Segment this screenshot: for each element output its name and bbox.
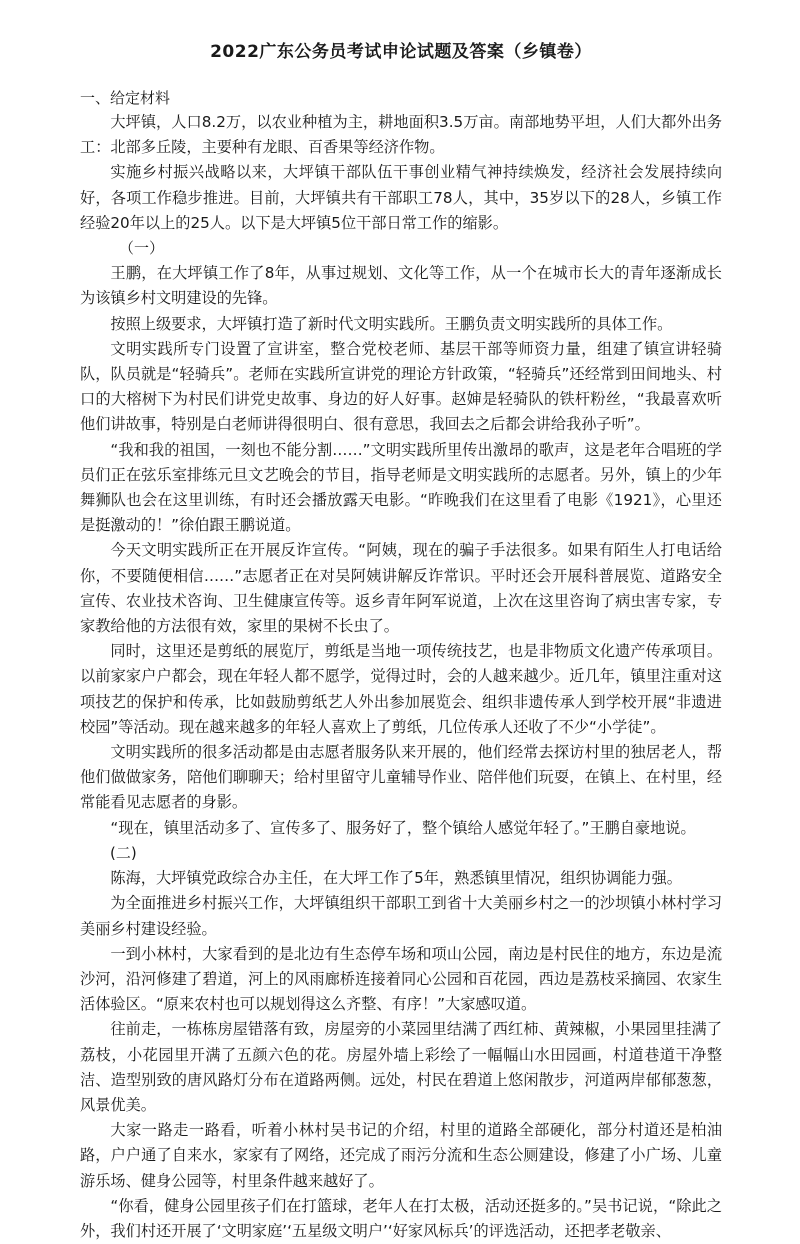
part-two-heading: (二) [110,843,137,862]
part-one-heading: （一） [119,239,165,258]
paragraph: 文明实践所的很多活动都是由志愿者服务队来开展的，他们经常去探访村里的独居老人，帮他们做做家务，陪他们聊聊天；给村里留守儿童辅导作业、陪伴他们玩耍，在镇上、在村里，经常能看见志愿者的身影。 [80,743,722,812]
paragraph: 陈海，大坪镇党政综合办主任，在大坪工作了5年，熟悉镇里情况，组织协调能力强。 [110,869,682,888]
paragraph: 王鹏，在大坪镇工作了8年，从事过规划、文化等工作，从一个在城市长大的青年逐渐成长为该镇乡村文明建设的先锋。 [80,264,722,308]
document-title: 2022广东公务员考试申论试题及答案（乡镇卷） [210,42,592,62]
paragraph: 今天文明实践所正在开展反诈宣传。“阿姨，现在的骗子手法很多。如果有陌生人打电话给你，不要随便相信……”志愿者正在对吴阿姨讲解反诈常识。平时还会开展科普展览、道路安全宣传、农业技术咨询、卫生健康宣传等。返乡青年阿军说道，上次在这里咨询了病虫害专家，专家教给他的方法很有效，家里的果树不长虫了。 [80,541,722,636]
paragraph: 同时，这里还是剪纸的展览厅，剪纸是当地一项传统技艺，也是非物质文化遗产传承项目。以前家家户户都会，现在年轻人都不愿学，觉得过时，会的人越来越少。近几年，镇里注重对这项技艺的保护和传承，比如鼓励剪纸艺人外出参加展览会、组织非遗传承人到学校开展“非遗进校园”等活动。现在越来越多的年轻人喜欢上了剪纸，几位传承人还收了不少“小学徒”。 [80,642,722,736]
part-one-paragraphs [80,261,722,841]
paragraph: 实施乡村振兴战略以来，大坪镇干部队伍干事创业精气神持续焕发，经济社会发展持续向好，各项工作稳步推进。目前，大坪镇共有干部职工78人，其中，35岁以下的28人，乡镇工作经验20年以上的25人。以下是大坪镇5位干部日常工作的缩影。 [80,163,722,232]
paragraph: 为全面推进乡村振兴工作，大坪镇组织干部职工到省十大美丽乡村之一的沙坝镇小林村学习美丽乡村建设经验。 [80,894,722,938]
part-two-paragraphs [80,866,722,1244]
paragraph: “现在，镇里活动多了、宣传多了、服务好了，整个镇给人感觉年轻了。”王鹏自豪地说。 [110,818,696,837]
intro-paragraphs [80,110,722,236]
paragraph: 往前走，一栋栋房屋错落有致，房屋旁的小菜园里结满了西红柿、黄辣椒，小果园里挂满了荔枝，小花园里开满了五颜六色的花。房屋外墙上彩绘了一幅幅山水田园画，村道巷道干净整洁、造型别致的唐风路灯分布在道路两侧。远处，村民在碧道上悠闲散步，河道两岸郁郁葱葱，风景优美。 [80,1020,722,1114]
paragraph: 一到小林村，大家看到的是北边有生态停车场和项山公园，南边是村民住的地方，东边是流沙河，沿河修建了碧道，河上的风雨廊桥连接着同心公园和百花园，西边是荔枝采摘园、农家生活体验区。“原来农村也可以规划得这么齐整、有序！”大家感叹道。 [80,944,722,1014]
paragraph: “你看，健身公园里孩子们在打篮球，老年人在打太极，活动还挺多的。”吴书记说，“除此之外，我们村还开展了‘文明家庭’‘五星级文明户’‘好家风标兵’的评选活动，还把孝老敬亲、 [80,1196,722,1240]
paragraph: 文明实践所专门设置了宣讲室，整合党校老师、基层干部等师资力量，组建了镇宣讲轻骑队，队员就是“轻骑兵”。老师在实践所宣讲党的理论方针政策，“轻骑兵”还经常到田间地头、村口的大榕树下为村民们讲党史故事、身边的好人好事。赵婶是轻骑队的铁杆粉丝，“我最喜欢听他们讲故事，特别是白老师讲得很明白、很有意思，我回去之后都会讲给我孙子听”。 [80,339,722,434]
paragraph: “我和我的祖国，一刻也不能分割……”文明实践所里传出激昂的歌声，这是老年合唱班的学员们正在弦乐室排练元旦文艺晚会的节目，指导老师是文明实践所的志愿者。另外，镇上的少年舞狮队也会在这里训练，有时还会播放露天电影。“昨晚我们在这里看了电影《1921》，心里还是挺激动的！”徐伯跟王鹏说道。 [80,440,722,535]
paragraph: 大坪镇，人口8.2万，以农业种植为主，耕地面积3.5万亩。南部地势平坦，人们大都外出务工：北部多丘陵，主要种有龙眼、百香果等经济作物。 [80,113,722,157]
paragraph: 按照上级要求，大坪镇打造了新时代文明实践所。王鹏负责文明实践所的具体工作。 [110,314,673,333]
paragraph: 大家一路走一路看，听着小林村吴书记的介绍，村里的道路全部硬化，部分村道还是柏油路，户户通了自来水，家家有了网络，还完成了雨污分流和生态公厕建设，修建了小广场、儿童游乐场、健身公园等，村里条件越来越好了。 [80,1121,722,1190]
section-heading: 一、给定材料 [80,89,171,107]
